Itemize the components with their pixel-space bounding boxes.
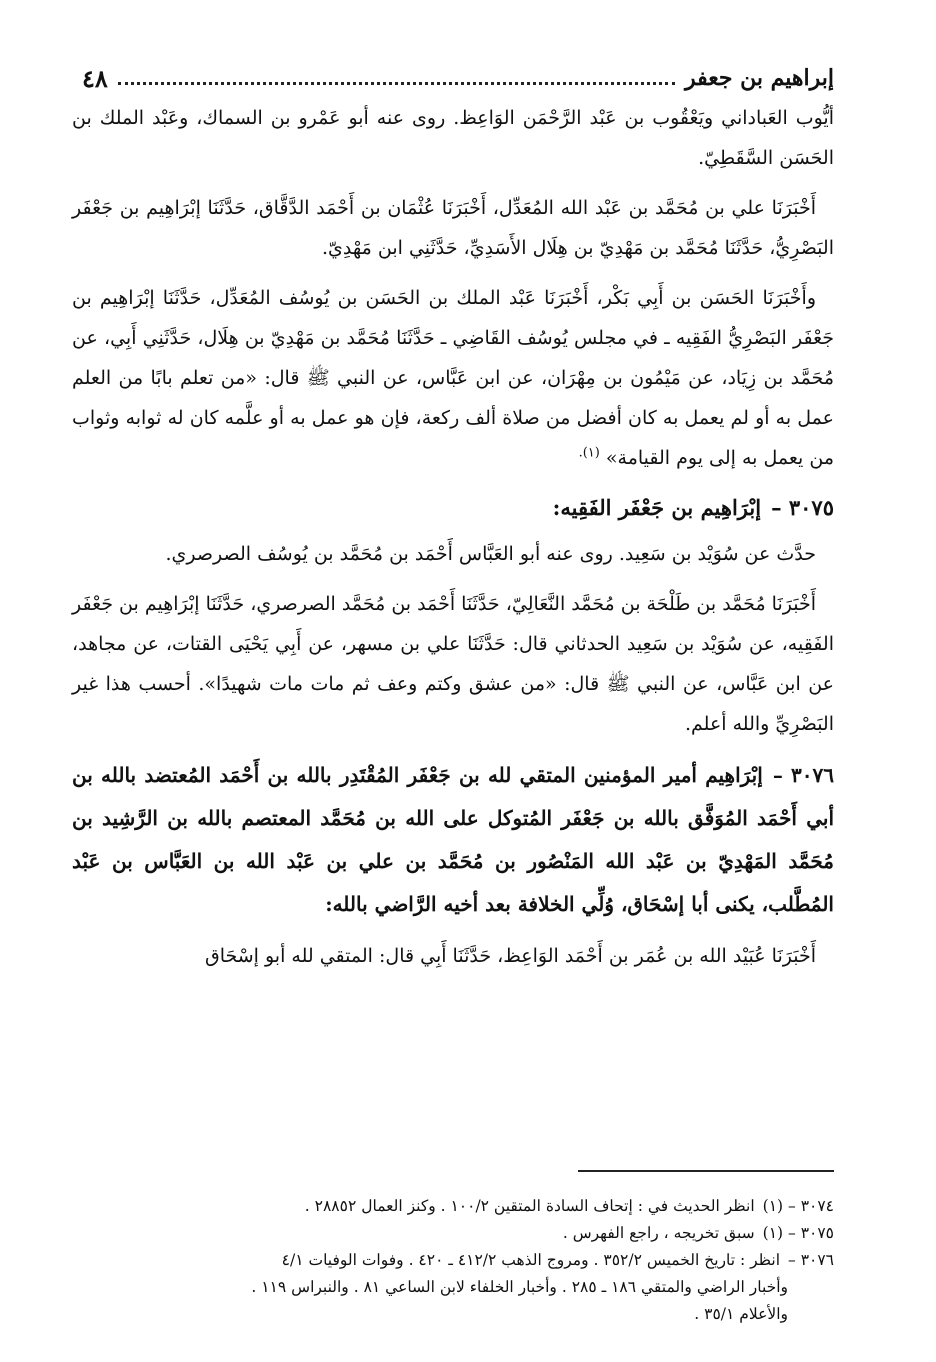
- entry-heading-3075: [72, 488, 834, 528]
- paragraph-4: حدَّث عن سُوَيْد بن سَعِيد. روى عنه أبو العَبَّاس أَحْمَد بن مُحَمَّد بن يُوسُف الصرصري.: [165, 543, 816, 565]
- paragraph-5: أَخْبَرَنَا مُحَمَّد بن طَلْحَة بن مُحَمَّد النَّعَالِيّ، حَدَّثَنَا أَحْمَد بن مُحَمَّد الصرصري، حَدَّثَنَا إبْرَاهِيم بن جَعْفَر الفَقِيه، عن سُوَيْد بن سَعِيد الحدثاني قال: حَدَّثَنَا علي بن مسهر، عن أَبِي يَحْيَى القتات، عن مجاهد، عن ابن عَبَّاس، عن النبي ﷺ قال: «من عشق وكتم وعف ثم مات مات شهيدًا». أحسب هذا غير البَصْرِيِّ والله أعلم.: [72, 593, 834, 735]
- entry-title-3076: إبْرَاهِيم أمير المؤمنين المتقي لله بن جَعْفَر المُقْتَدِر بالله بن أَحْمَد المُعتضد بالله بن أبي أَحْمَد المُوَفَّق بالله بن جَعْفَر المُتوكل على الله بن مُحَمَّد المعتصم بالله بن الرَّشِيد بن مُحَمَّد المَهْدِيّ بن عَبْد الله المَنْصُور بن مُحَمَّد بن علي بن عَبْد الله بن العَبَّاس بن عَبْد المُطَّلب، يكنى أبا إسْحَاق، وُلِّي الخلافة بعد أخيه الرَّاضي بالله:: [72, 763, 834, 916]
- paragraph-3: [72, 278, 834, 478]
- paragraph-3-text: وأَخْبَرَنَا الحَسَن بن أَبِي بَكْر، أَخْبَرَنَا عَبْد الملك بن الحَسَن بن يُوسُف المُعَدِّل، حَدَّثَنَا إبْرَاهِيم بن جَعْفَر البَصْرِيُّ الفَقِيه ـ في مجلس يُوسُف القَاضِي ـ حَدَّثَنَا مُحَمَّد بن مَهْدِيّ بن هِلَال، حَدَّثَنِي أَبِي، عن مُحَمَّد بن زِيَاد، عن مَيْمُون بن مِهْرَان، عن ابن عَبَّاس، عن النبي ﷺ قال: «من تعلم بابًا من العلم عمل به أو لم يعمل به كان أفضل من صلاة ألف ركعة، فإن هو عمل به أو علَّمه كان له ثوابه وثواب من يعمل به إلى يوم القيامة»: [72, 287, 834, 469]
- footnote-ref-3074[interactable]: (١).: [578, 445, 600, 461]
- footnote-text: انظر : تاريخ الخميس ٣٥٢/٢ . ومروج الذهب ٤١٢/٢ ـ ٤٢٠ . وفوات الوفيات ٤/١: [281, 1251, 780, 1269]
- footnote-number: ٣٠٧٤ – (١): [762, 1197, 834, 1215]
- footnote-text: سبق تخريجه ، راجع الفهرس .: [562, 1224, 755, 1242]
- footnote-3076-continuation-2: والأعلام ٣٥/١ .: [694, 1305, 788, 1323]
- entry-heading-3076: [72, 754, 834, 926]
- entry-title-3075: إبْرَاهِيم بن جَعْفَر الفَقِيه:: [552, 495, 762, 520]
- footnote-number: ٣٠٧٦ –: [788, 1251, 834, 1269]
- footnote-3075: [72, 1220, 834, 1247]
- footnotes: [72, 1193, 834, 1328]
- paragraph-2: أَخْبَرَنَا علي بن مُحَمَّد بن عَبْد الله المُعَدِّل، أَخْبَرَنَا عُثْمَان بن أَحْمَد الدَّقَّاق، حَدَّثَنَا إبْرَاهِيم بن جَعْفَر البَصْرِيُّ، حَدَّثَنَا مُحَمَّد بن مَهْدِيّ بن هِلَال الأَسَدِيِّ، حَدَّثَنِي ابن مَهْدِيّ.: [72, 197, 834, 259]
- footnote-3076: [72, 1247, 834, 1274]
- footnote-text: انظر الحديث في : إتحاف السادة المتقين ١٠٠/٢ . وكنز العمال ٢٨٨٥٢ .: [304, 1197, 755, 1215]
- entry-number-3075: ٣٠٧٥ –: [771, 495, 834, 520]
- footnote-number: ٣٠٧٥ – (١): [762, 1224, 834, 1242]
- running-header: [72, 58, 834, 98]
- footnote-separator: [578, 1170, 834, 1172]
- footnote-3076-continuation-1: وأخبار الراضي والمتقي ١٨٦ ـ ٢٨٥ . وأخبار الخلفاء لابن الساعي ٨١ . والنبراس ١١٩ .: [251, 1278, 788, 1296]
- main-text: [72, 98, 834, 986]
- entry-number-3076: ٣٠٧٦ –: [772, 763, 835, 787]
- page-number: ٤٨: [82, 63, 108, 93]
- paragraph-1: أيُّوب العَباداني ويَعْقُوب بن عَبْد الرَّحْمَن الوَاعِظ. روى عنه أبو عَمْرو بن السماك، وعَبْد الملك بن الحَسَن السَّقَطِيّ.: [72, 107, 834, 169]
- book-page: [72, 40, 834, 1340]
- header-title: إبراهيم بن جعفر: [684, 65, 834, 91]
- footnote-3074: [72, 1193, 834, 1220]
- header-dotted-leader: [118, 82, 675, 85]
- paragraph-6: أَخْبَرَنَا عُبَيْد الله بن عُمَر بن أَحْمَد الوَاعِظ، حَدَّثَنَا أَبِي قال: المتقي لله أبو إسْحَاق: [204, 945, 816, 967]
